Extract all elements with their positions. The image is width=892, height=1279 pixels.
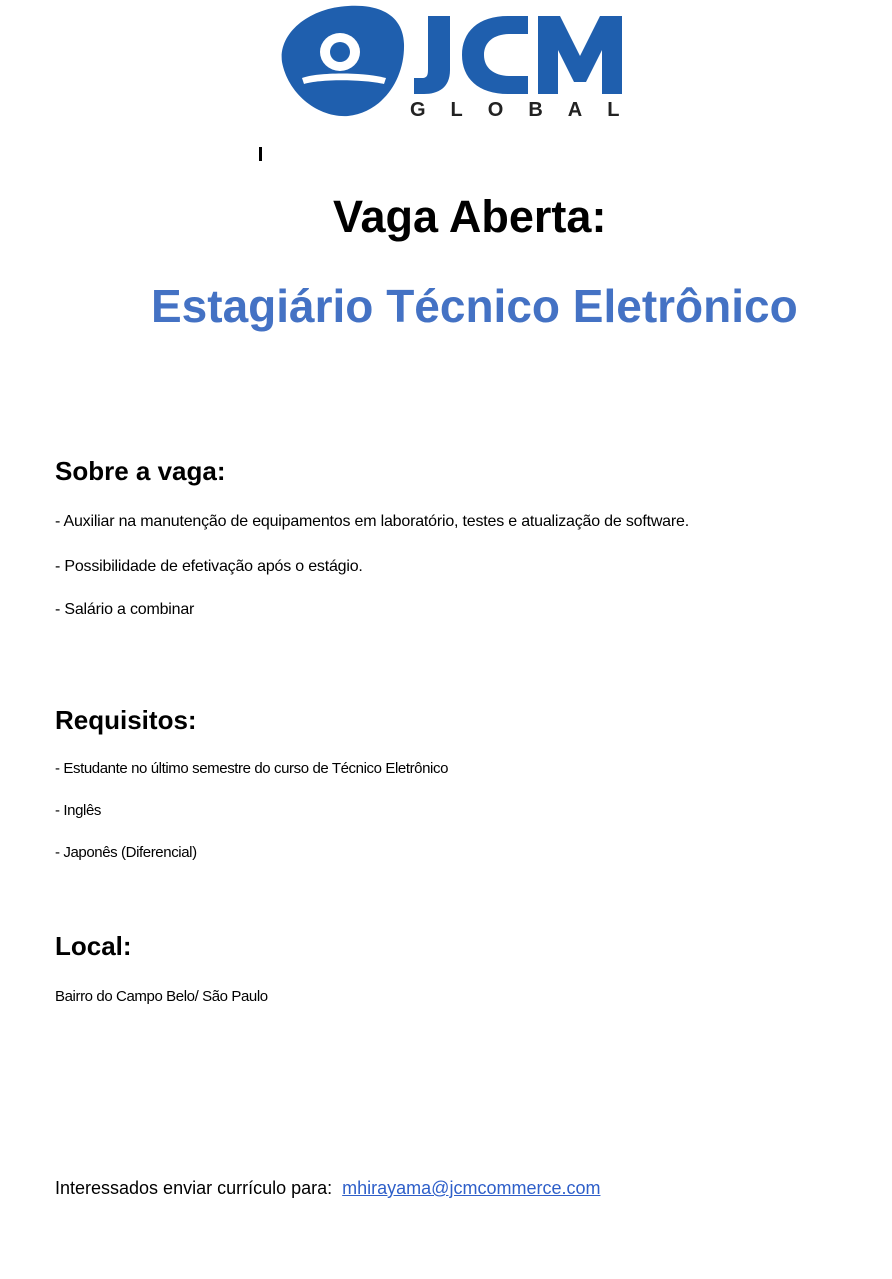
list-item: - Inglês [55, 802, 101, 819]
page-title: Vaga Aberta: [333, 191, 607, 242]
local-address: Bairro do Campo Belo/ São Paulo [55, 988, 268, 1005]
list-item: - Salário a combinar [55, 601, 195, 618]
logo-emblem-icon [282, 6, 404, 116]
contact-email-link[interactable]: mhirayama@jcmcommerce.com [342, 1178, 601, 1198]
contact-line [55, 1176, 600, 1200]
list-item: - Japonês (Diferencial) [55, 844, 197, 861]
jcm-global-logo [278, 4, 650, 120]
section-heading-local: Local: [55, 931, 132, 961]
list-item: - Auxiliar na manutenção de equipamentos em laboratório, testes e atualização de software. [55, 513, 689, 530]
list-item: - Possibilidade de efetivação após o estágio. [55, 558, 363, 575]
job-title: Estagiário Técnico Eletrônico [151, 280, 798, 332]
contact-text: Interessados enviar currículo para: [55, 1178, 333, 1198]
section-heading-requisitos: Requisitos: [55, 705, 197, 735]
section-heading-sobre: Sobre a vaga: [55, 456, 226, 486]
logo-subtitle: GLOBAL [410, 99, 645, 120]
list-item: - Estudante no último semestre do curso de Técnico Eletrônico [55, 760, 449, 777]
text-cursor-mark [259, 147, 262, 161]
logo-jcm-letters [414, 16, 622, 94]
